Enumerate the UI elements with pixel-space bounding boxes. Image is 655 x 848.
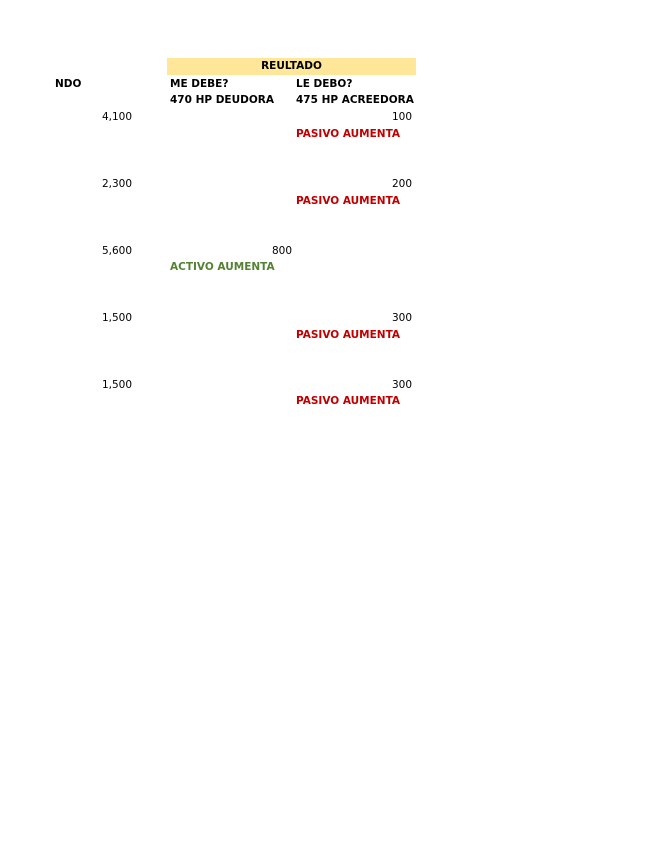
row-debe-tag: ACTIVO AUMENTA [170, 261, 275, 273]
row-amount: 4,100 [101, 111, 132, 123]
debe-account: 470 HP DEUDORA [170, 94, 274, 106]
debo-label: LE DEBO? [296, 78, 353, 90]
row-debo-tag: PASIVO AUMENTA [296, 395, 401, 407]
row-debo-amount: 100 [391, 111, 412, 123]
row-amount: 2,300 [101, 178, 132, 190]
debo-account: 475 HP ACREEDORA [296, 94, 414, 106]
debe-label: ME DEBE? [170, 78, 229, 90]
row-amount: 1,500 [101, 379, 132, 391]
row-debo-amount: 300 [391, 312, 412, 324]
result-header: REULTADO [167, 58, 416, 75]
row-debo-tag: PASIVO AUMENTA [296, 195, 401, 207]
row-debo-amount: 300 [391, 379, 412, 391]
row-debo-tag: PASIVO AUMENTA [296, 329, 401, 341]
row-amount: 5,600 [101, 245, 132, 257]
row-debe-amount: 800 [271, 245, 292, 257]
row-debo-amount: 200 [391, 178, 412, 190]
nd-label: NDO [55, 78, 82, 90]
row-debo-tag: PASIVO AUMENTA [296, 128, 401, 140]
row-amount: 1,500 [101, 312, 132, 324]
